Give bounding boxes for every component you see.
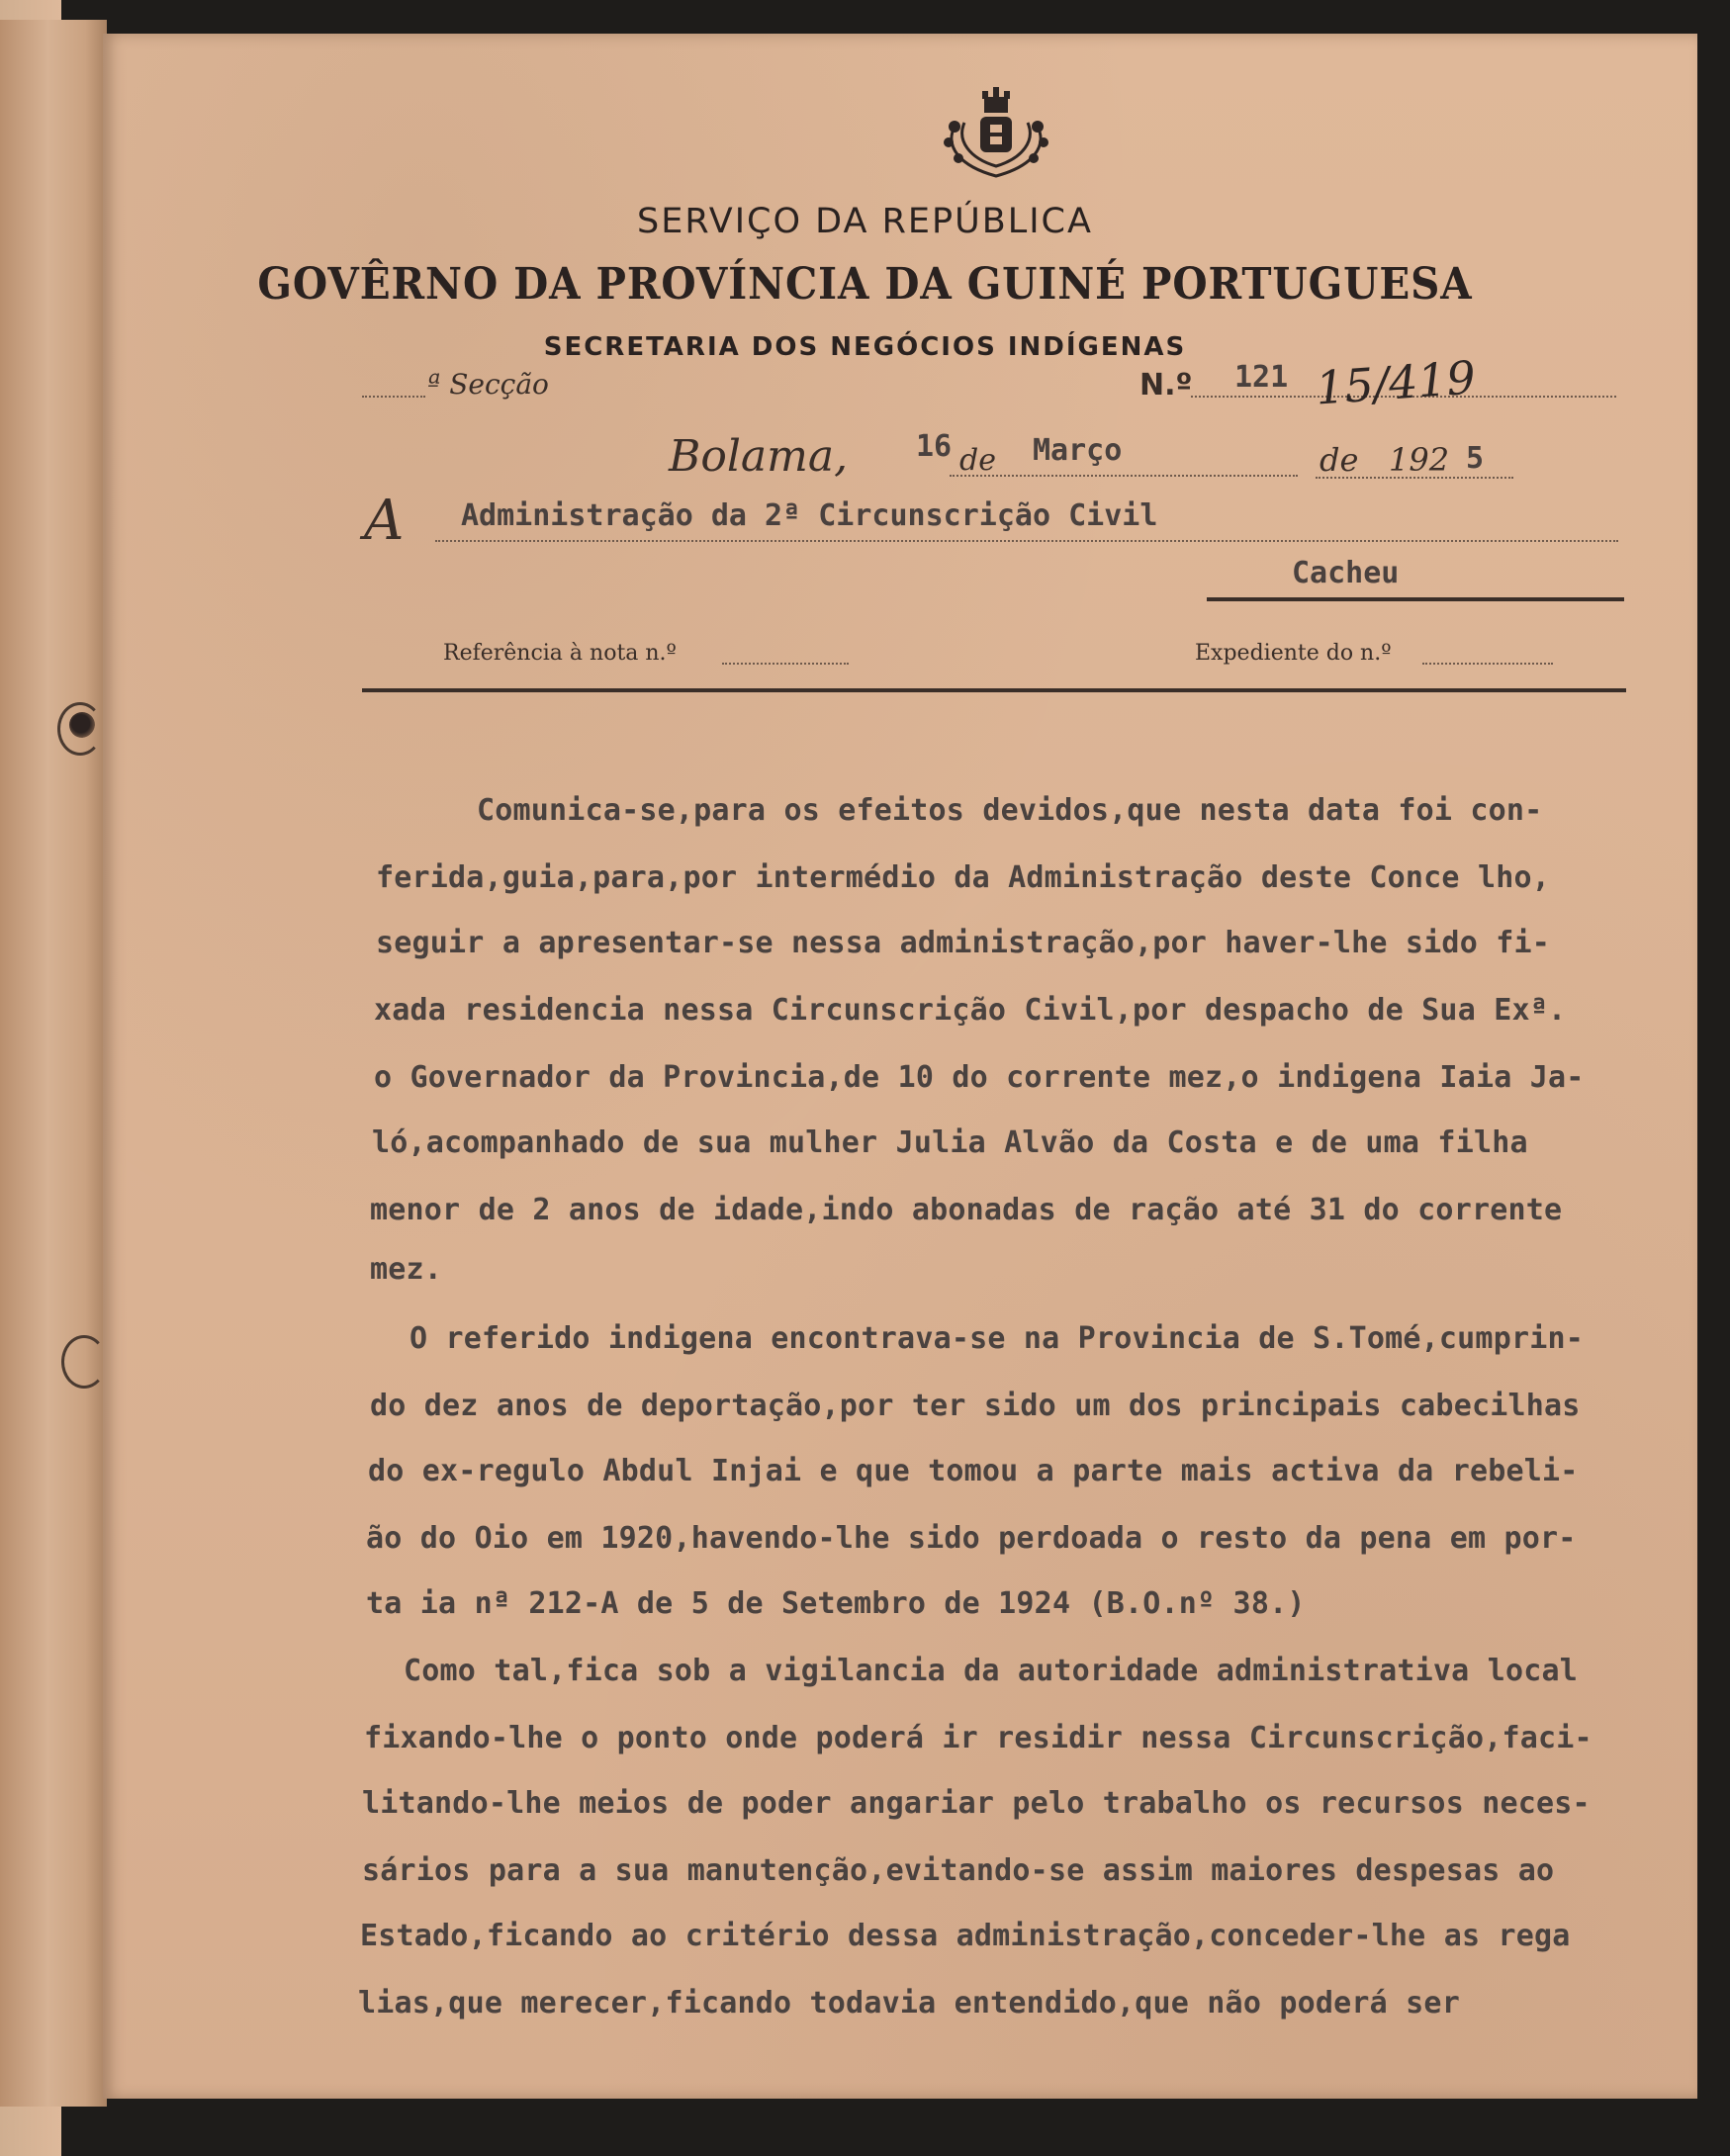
body-line: ferida,guia,para,por intermédio da Administração deste Conce lho, [376, 860, 1550, 895]
addressee-line [435, 540, 1618, 542]
body-line: litando-lhe meios de poder angariar pelo trabalho os recursos neces- [362, 1786, 1591, 1821]
body-line: ta ia nª 212-A de 5 de Setembro de 1924 (B.O.nº 38.) [366, 1586, 1306, 1621]
place-name: Bolama, [669, 431, 849, 482]
number-label: N.º [1139, 368, 1193, 403]
secretariat-heading: SECRETARIA DOS NEGÓCIOS INDÍGENAS [543, 332, 1187, 362]
binder-ring-top [57, 702, 103, 756]
body-line: o Governador da Provincia,de 10 do corrente mez,o indigena Iaia Ja- [374, 1060, 1585, 1095]
government-heading: GOVÊRNO DA PROVÍNCIA DA GUINÉ PORTUGUESA [257, 259, 1473, 310]
date-month-line [950, 475, 1298, 477]
date-de-label-1: de [959, 443, 996, 478]
year-suffix: 5 [1466, 441, 1485, 476]
dispatch-blank [1422, 663, 1553, 665]
section-number-blank [362, 396, 425, 398]
body-line: ló,acompanhado de sua mulher Julia Alvão da Costa e de uma filha [372, 1125, 1528, 1160]
body-line: do dez anos de deportação,por ter sido um dos principais cabecilhas [370, 1389, 1581, 1423]
date-day: 16 [916, 429, 953, 464]
body-line: seguir a apresentar-se nessa administração,por haver-lhe sido fi- [376, 926, 1550, 960]
reference-blank [722, 663, 849, 665]
body-line: fixando-lhe o ponto onde poderá ir residir nessa Circunscrição,faci- [364, 1721, 1593, 1755]
body-line: Comunica-se,para os efeitos devidos,que nesta data foi con- [477, 793, 1543, 828]
reference-label: Referência à nota n.º [443, 641, 677, 666]
addressee-underline [1207, 597, 1624, 601]
document-number: 121 [1234, 360, 1289, 395]
binder-ring-bottom [61, 1335, 107, 1389]
date-de-label-2: de [1320, 441, 1359, 479]
addressee-name: Administração da 2ª Circunscrição Civil [461, 498, 1158, 533]
body-line: O referido indigena encontrava-se na Provincia de S.Tomé,cumprin- [410, 1321, 1584, 1356]
section-label: ª Secção [427, 368, 549, 401]
body-line: Estado,ficando ao critério dessa administração,conceder-lhe as rega [360, 1919, 1571, 1953]
coat-of-arms-icon [935, 87, 1057, 182]
body-line: do ex-regulo Abdul Injai e que tomou a parte mais activa da rebeli- [368, 1454, 1579, 1488]
year-line [1316, 477, 1513, 479]
date-month: Março [1033, 433, 1123, 468]
addressee-prefix: A [364, 489, 405, 553]
body-line: lias,que merecer,ficando todavia entendido,que não poderá ser [358, 1986, 1460, 2021]
addressee-place: Cacheu [1292, 556, 1400, 590]
handwritten-file-number: 15/419 [1314, 350, 1478, 415]
body-line: ão do Oio em 1920,havendo-lhe sido perdoada o resto da pena em por- [366, 1521, 1577, 1556]
header-separator-rule [362, 688, 1626, 692]
body-line: menor de 2 anos de idade,indo abonadas de ração até 31 do corrente [370, 1193, 1563, 1227]
year-prefix: 192 [1389, 441, 1450, 479]
body-line: xada residencia nessa Circunscrição Civil,por despacho de Sua Exª. [374, 993, 1567, 1028]
dispatch-label: Expediente do n.º [1195, 641, 1392, 666]
service-heading: SERVIÇO DA REPÚBLICA [637, 202, 1093, 241]
body-line: sários para a sua manutenção,evitando-se assim maiores despesas ao [362, 1853, 1555, 1888]
body-line: mez. [370, 1252, 443, 1287]
body-line: Como tal,fica sob a vigilancia da autoridade administrativa local [404, 1654, 1578, 1688]
